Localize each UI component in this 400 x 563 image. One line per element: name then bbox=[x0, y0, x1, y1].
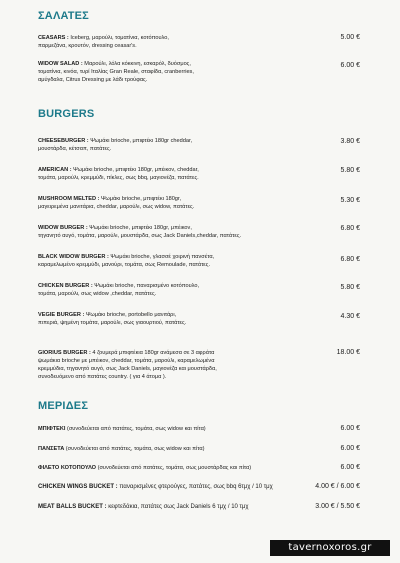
item-name: AMERICAN : bbox=[38, 167, 72, 173]
item-name: GIORIUS BURGER : bbox=[38, 350, 91, 356]
item-price: 3.80 € bbox=[340, 138, 360, 145]
item-price: 18.00 € bbox=[336, 349, 360, 356]
item-desc: τομάτα, μαρούλι, κρεμμύδι, πίκλες, σως bbq, μαγιονέζα, πατάτες. bbox=[38, 175, 199, 181]
item-desc: Μαρούλι, λόλα κόκκινη, εσκαρόλ, δυόσμος, bbox=[82, 61, 191, 67]
item-name: BLACK WIDOW BURGER : bbox=[38, 254, 109, 260]
item-price: 3.00 € / 5.50 € bbox=[315, 503, 360, 510]
item-desc: κρεμμύδια, τηγανητό αυγό, σως Jack Daniels, μαγιονέζα και μουστάρδα, bbox=[38, 366, 217, 372]
item-desc: παρμεζάνα, κρουτόν, dressing ceasar's. bbox=[38, 43, 137, 49]
item-name: ΜΠΙΦΤΕΚΙ bbox=[38, 426, 66, 432]
item-desc: μαγειρεμένα μανιτάρια, cheddar, μαρούλι, σως widow, πατάτες. bbox=[38, 204, 195, 210]
item-desc: Ψωμάκι brioche, γλασσέ χοιρινή πανσέτα, bbox=[108, 254, 215, 260]
item-desc: Iceberg, μαρούλι, τοματίνια, κοτόπουλο, bbox=[68, 35, 169, 41]
item-name: CHICKEN WINGS BUCKET : bbox=[38, 484, 118, 490]
item-name: WIDOW BURGER : bbox=[38, 225, 88, 231]
item-desc: (συνοδεύεται από πατάτες, τομάτα, σως widow και πίτα) bbox=[64, 446, 205, 452]
item-desc: Ψωμάκι brioche, μπιφτέκι 180gr cheddar, bbox=[88, 138, 193, 144]
item-desc: Ψωμάκι brioche, μπιφτέκι 180gr, μπέικον, cheddar, bbox=[71, 167, 199, 173]
item-price: 4.30 € bbox=[340, 313, 360, 320]
item-desc: 4 ζουμερά μπιφτέκια 180gr ανάμεσα σε 3 αφράτα bbox=[90, 350, 215, 356]
item-name: ΦΙΛΕΤΟ ΚΟΤΟΠΟΥΛΟ bbox=[38, 465, 97, 471]
item-desc: παναρισμένες φτερούγες, πατάτες, σως bbq 6τμχ / 10 τμχ bbox=[117, 484, 273, 490]
item-price: 5.80 € bbox=[340, 167, 360, 174]
item-name: ΠΑΝΣΕΤΑ bbox=[38, 446, 65, 452]
section-title-burgers: BURGERS bbox=[38, 108, 95, 120]
item-desc: ψωμάκια brioche με μπέικον, cheddar, τομάτα, μαρούλι, καραμελωμένα bbox=[38, 358, 215, 364]
item-price: 6.80 € bbox=[340, 256, 360, 263]
item-desc: Ψωμάκι brioche, portobello μανιτάρι, bbox=[84, 312, 177, 318]
item-desc: συνοδευόμενο από πατάτες country. ( για 4 άτομα ). bbox=[38, 374, 167, 380]
item-price: 5.00 € bbox=[340, 34, 360, 41]
item-price: 6.00 € bbox=[340, 62, 360, 69]
item-desc: Ψωμάκι brioche, μπιφτέκι 180gr, μπέικον, bbox=[87, 225, 192, 231]
item-desc: τομάτα, μαρούλι, σως widow ,cheddar, πατάτες. bbox=[38, 291, 157, 297]
item-price: 5.30 € bbox=[340, 197, 360, 204]
item-desc: (συνοδεύεται από πατάτες, τομάτα, σως widow και πίτα) bbox=[65, 426, 206, 432]
item-price: 4.00 € / 6.00 € bbox=[315, 483, 360, 490]
section-title-sides: ΜΕΡΙΔΕΣ bbox=[38, 400, 89, 412]
item-name: CHICKEN BURGER : bbox=[38, 283, 93, 289]
item-price: 5.80 € bbox=[340, 284, 360, 291]
watermark: tavernoxoros.gr bbox=[270, 540, 390, 556]
item-price: 6.00 € bbox=[340, 445, 360, 452]
item-desc: Ψωμάκι brioche, παναρισμένο κοτόπουλο, bbox=[92, 283, 200, 289]
item-name: CHEESEBURGER : bbox=[38, 138, 89, 144]
item-price: 6.80 € bbox=[340, 225, 360, 232]
item-desc: κεφτεδάκια, πατάτες σως Jack Daniels 6 τμχ / 10 τμχ bbox=[106, 504, 249, 510]
item-desc: καραμελωμένο κρεμμύδι, μανούρι, τομάτα, σως Remoulade, πατάτες. bbox=[38, 262, 211, 268]
item-name: MUSHROOM MELTED : bbox=[38, 196, 100, 202]
item-desc: Ψωμάκι brioche, μπιφτέκι 180gr, bbox=[99, 196, 182, 202]
item-name: WIDOW SALAD : bbox=[38, 61, 83, 67]
item-name: CEASARS : bbox=[38, 35, 69, 41]
item-desc: πιπεριά, ψημένη τομάτα, μαρούλι, σως γιαουρτιού, πατάτες. bbox=[38, 320, 187, 326]
item-desc: τηγανητό αυγό, τομάτα, μαρούλι, μουστάρδα, σως Jack Daniels,cheddar, πατάτες. bbox=[38, 233, 242, 239]
item-desc: αμύγδαλα, Citrus Dressing με λάδι τρούφας. bbox=[38, 77, 148, 83]
item-desc: (συνοδεύεται από πατάτες, τομάτα, σως μουστάρδας και πίτα) bbox=[96, 465, 252, 471]
item-name: VEGIE BURGER : bbox=[38, 312, 85, 318]
item-desc: μουστάρδα, κέτσαπ, πατάτες. bbox=[38, 146, 112, 152]
item-name: MEAT BALLS BUCKET : bbox=[38, 504, 107, 510]
item-price: 6.00 € bbox=[340, 425, 360, 432]
item-desc: τοματίνια, κινόα, τυρί Ιταλίας Gran Reale, σταφίδα, cranberries, bbox=[38, 69, 194, 75]
item-price: 6.00 € bbox=[340, 464, 360, 471]
section-title-salads: ΣΑΛΑΤΕΣ bbox=[38, 10, 89, 22]
